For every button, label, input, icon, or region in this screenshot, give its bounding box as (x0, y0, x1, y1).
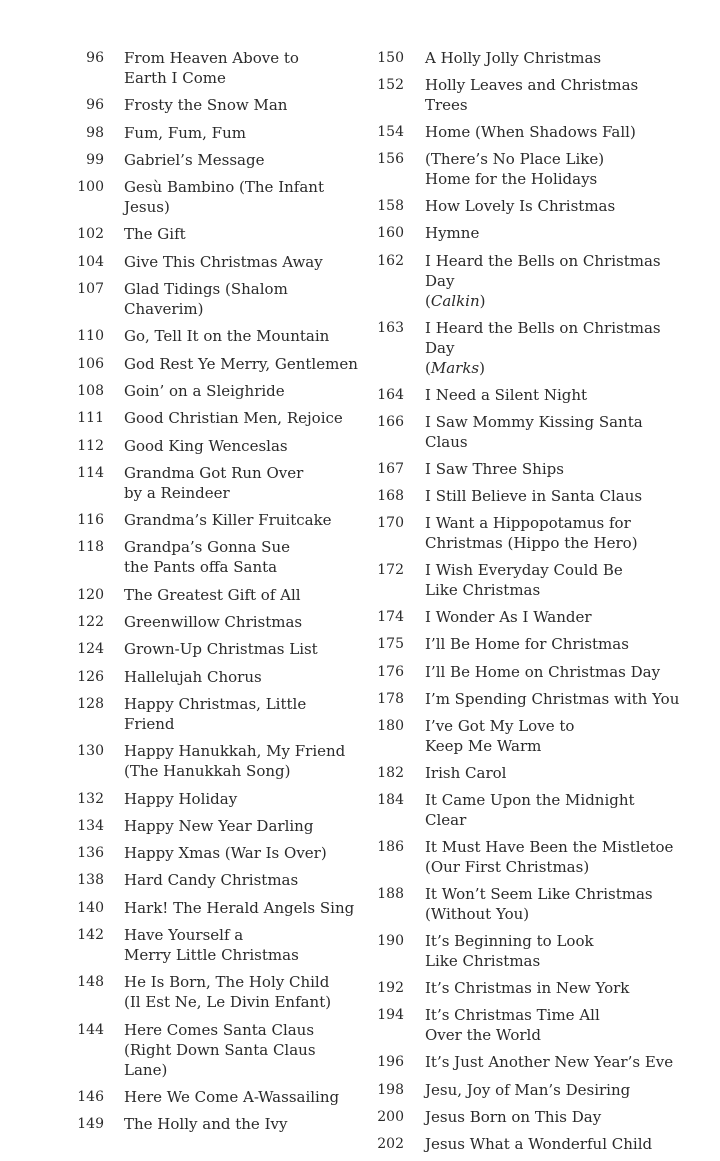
page-number: 192 (377, 980, 404, 997)
song-title-line: I Want a Hippopotamus for (425, 514, 631, 533)
song-title (425, 48, 680, 68)
toc-entry (360, 513, 680, 553)
song-title-line: Hard Candy Christmas (124, 871, 299, 890)
toc-entry (60, 537, 360, 577)
song-title (124, 585, 360, 605)
toc-entry (60, 1020, 360, 1080)
toc-entry (360, 1107, 680, 1127)
song-title (425, 763, 680, 783)
toc-entry (360, 634, 680, 654)
toc-entry (360, 763, 680, 783)
page-number: 100 (77, 179, 104, 196)
song-title-line: Earth I Come (124, 69, 226, 87)
song-title (425, 837, 680, 877)
song-title (124, 612, 360, 632)
song-title-line: (Calkin) (425, 291, 486, 310)
song-title-line: Keep Me Warm (425, 736, 542, 755)
page-number: 172 (377, 562, 404, 579)
song-title-line: Glad Tidings (Shalom Chaverim) (124, 280, 288, 319)
song-title (425, 607, 680, 627)
song-title-line: Over the World (425, 1026, 541, 1045)
page-number: 154 (377, 124, 404, 141)
song-title-line: Fum, Fum, Fum (124, 123, 246, 142)
song-title-line: God Rest Ye Merry, Gentlemen (124, 354, 358, 373)
toc-entry (60, 326, 360, 346)
song-title-line: I’m Spending Christmas with You (425, 689, 680, 708)
song-title (124, 381, 360, 401)
page-number: 126 (77, 668, 104, 685)
song-title (425, 884, 680, 924)
song-title-line: Holly Leaves and Christmas Trees (425, 76, 639, 115)
song-title-line: (Our First Christmas) (425, 857, 590, 876)
page-number: 202 (377, 1135, 404, 1152)
page-number: 176 (377, 663, 404, 680)
song-title-line: (Without You) (425, 905, 530, 924)
song-title-line: Give This Christmas Away (124, 252, 323, 271)
page-number: 184 (377, 791, 404, 808)
song-title (425, 689, 680, 709)
song-title (124, 972, 360, 1012)
song-title-line: It’s Christmas in New York (425, 979, 630, 998)
page-number: 158 (377, 198, 404, 215)
toc-entry (360, 837, 680, 877)
song-title (425, 251, 680, 311)
song-title-line: Home (When Shadows Fall) (425, 123, 636, 142)
song-title (425, 978, 680, 998)
song-title (425, 459, 680, 479)
song-title (124, 843, 360, 863)
song-title-line: Like Christmas (425, 581, 541, 600)
page-number: 102 (77, 226, 104, 243)
song-title (124, 667, 360, 687)
song-title-line: (There’s No Place Like) (425, 150, 605, 169)
page-number: 166 (377, 413, 404, 430)
page-number: 156 (377, 151, 404, 168)
song-title-line: I Saw Mommy Kissing Santa Claus (425, 412, 643, 451)
toc-entry (60, 95, 360, 115)
song-title (425, 1052, 680, 1072)
song-title-line: Jesus What a Wonderful Child (425, 1134, 653, 1153)
toc-entry (360, 196, 680, 216)
song-title-line: I Heard the Bells on Christmas Day (425, 251, 661, 290)
page-number: 120 (77, 586, 104, 603)
song-title (124, 925, 360, 965)
song-title-line: Here We Come A-Wassailing (124, 1087, 340, 1106)
toc-entry (60, 463, 360, 503)
page-number: 152 (377, 77, 404, 94)
song-title-line: Christmas (Hippo the Hero) (425, 534, 638, 553)
song-title-line: Frosty the Snow Man (124, 96, 288, 115)
song-title-line: It’s Christmas Time All (425, 1006, 600, 1025)
composer-name: Marks (430, 358, 480, 377)
song-title-line: Gesù Bambino (The Infant Jesus) (124, 178, 324, 217)
song-title (425, 1134, 680, 1154)
song-title (425, 318, 680, 378)
toc-entry (60, 741, 360, 781)
song-title-line: It’s Beginning to Look (425, 932, 594, 951)
song-title (124, 1087, 360, 1107)
song-title-line: Happy Hanukkah, My Friend (124, 742, 346, 761)
song-title (124, 326, 360, 346)
page-number: 96 (86, 50, 104, 66)
song-title (425, 931, 680, 971)
page-number: 178 (377, 690, 404, 707)
page-number: 99 (86, 151, 104, 168)
page-number: 118 (77, 539, 104, 556)
song-title (124, 639, 360, 659)
page-number: 164 (377, 386, 404, 403)
toc-entry (360, 1005, 680, 1045)
page-number: 167 (377, 460, 404, 477)
page-number: 110 (77, 328, 104, 345)
page-number: 138 (77, 872, 104, 889)
toc-entry (60, 612, 360, 632)
toc-entry (60, 279, 360, 319)
song-title-line: Grandma Got Run Over (124, 463, 304, 482)
toc-entry (60, 354, 360, 374)
song-title (425, 196, 680, 216)
song-title-line: I Still Believe in Santa Claus (425, 487, 643, 506)
page-number: 106 (77, 355, 104, 372)
toc-entry (360, 716, 680, 756)
song-title-line: Grandpa’s Gonna Sue (124, 538, 290, 557)
song-title-line: The Gift (124, 225, 186, 244)
page-number: 111 (77, 410, 104, 427)
toc-entry (60, 639, 360, 659)
toc-left-column (60, 48, 360, 1142)
song-title (124, 177, 360, 217)
page-number: 112 (77, 437, 104, 454)
page-number: 136 (77, 845, 104, 862)
page-number: 188 (377, 886, 404, 903)
song-title-line: Happy Christmas, Little Friend (124, 694, 307, 733)
toc-entry (360, 1134, 680, 1154)
song-title-line: (Right Down Santa Claus Lane) (124, 1040, 316, 1079)
song-title (425, 412, 680, 452)
song-title-line: It’s Just Another New Year’s Eve (425, 1053, 674, 1072)
song-title (124, 1114, 360, 1134)
song-title-line: Grandma’s Killer Fruitcake (124, 511, 332, 530)
page-number: 163 (377, 319, 404, 336)
toc-entry (60, 843, 360, 863)
page-number: 160 (377, 225, 404, 242)
song-title (124, 789, 360, 809)
song-title-line: It Won’t Seem Like Christmas (425, 885, 653, 904)
song-title (124, 463, 360, 503)
page-number: 175 (377, 636, 404, 653)
song-title (124, 436, 360, 456)
song-title (425, 634, 680, 654)
toc-entry (60, 816, 360, 836)
toc-entry (60, 381, 360, 401)
page-number: 104 (77, 253, 104, 270)
toc-entry (360, 790, 680, 830)
song-title (124, 150, 360, 170)
song-title (124, 1020, 360, 1080)
song-title-line: Good Christian Men, Rejoice (124, 409, 343, 428)
song-title-line: Go, Tell It on the Mountain (124, 327, 330, 346)
toc-entry (60, 252, 360, 272)
page-number: 114 (77, 464, 104, 481)
toc-entry (360, 48, 680, 68)
song-title (124, 537, 360, 577)
toc-entry (360, 560, 680, 600)
toc-entry (60, 408, 360, 428)
toc-entry (60, 972, 360, 1012)
page-number: 142 (77, 927, 104, 944)
song-title-line: Hymne (425, 224, 480, 243)
toc-entry (60, 898, 360, 918)
toc-entry (60, 150, 360, 170)
song-title-line: I Heard the Bells on Christmas Day (425, 318, 661, 357)
song-title (425, 122, 680, 142)
song-title-line: He Is Born, The Holy Child (124, 973, 330, 992)
toc-entry (360, 75, 680, 115)
page-number: 130 (77, 743, 104, 760)
song-title (425, 662, 680, 682)
song-title-line: I’ll Be Home on Christmas Day (425, 662, 661, 681)
song-title (124, 898, 360, 918)
toc-entry (60, 667, 360, 687)
song-title (425, 560, 680, 600)
page-number: 180 (377, 717, 404, 734)
page-number: 186 (377, 838, 404, 855)
song-title-line: Irish Carol (425, 763, 507, 782)
song-title-line: Hallelujah Chorus (124, 667, 262, 686)
page-number: 122 (77, 614, 104, 631)
song-title (425, 223, 680, 243)
toc-entry (60, 925, 360, 965)
song-title (425, 513, 680, 553)
song-title-line: Good King Wenceslas (124, 436, 288, 455)
song-title (425, 486, 680, 506)
song-title-line: Merry Little Christmas (124, 946, 299, 965)
page-number: 128 (77, 695, 104, 712)
song-title-line: Hark! The Herald Angels Sing (124, 898, 355, 917)
song-title-line: Happy Xmas (War Is Over) (124, 844, 327, 863)
song-title (124, 123, 360, 143)
toc-entry (360, 486, 680, 506)
song-title (425, 1107, 680, 1127)
toc-entry (60, 1087, 360, 1107)
page-number: 149 (77, 1116, 104, 1133)
page-number: 132 (77, 790, 104, 807)
song-title-line: (Il Est Ne, Le Divin Enfant) (124, 993, 332, 1012)
toc-entry (60, 224, 360, 244)
song-title-line: Greenwillow Christmas (124, 613, 303, 632)
song-title-line: The Greatest Gift of All (124, 585, 301, 604)
page-number: 198 (377, 1081, 404, 1098)
page-number: 174 (377, 609, 404, 626)
toc-entry (360, 251, 680, 311)
song-title (124, 408, 360, 428)
song-title (425, 1005, 680, 1045)
page-number: 148 (77, 974, 104, 991)
song-title-line: How Lovely Is Christmas (425, 197, 616, 216)
toc-entry (60, 48, 360, 88)
song-title-line: I Wish Everyday Could Be (425, 561, 623, 580)
song-title (124, 48, 360, 88)
toc-entry (360, 223, 680, 243)
page-number: 190 (377, 933, 404, 950)
toc-entry (360, 412, 680, 452)
song-title (425, 75, 680, 115)
page-number: 134 (77, 817, 104, 834)
page-number: 144 (77, 1021, 104, 1038)
toc-entry (360, 318, 680, 378)
song-title-line: The Holly and the Ivy (124, 1115, 288, 1134)
song-title-line: Have Yourself a (124, 926, 244, 945)
composer-name: Calkin (430, 291, 480, 310)
toc-right-column (360, 48, 680, 1161)
song-title-line: Happy New Year Darling (124, 816, 314, 835)
toc-entry (360, 149, 680, 189)
toc-entry (60, 177, 360, 217)
song-title-line: Happy Holiday (124, 789, 238, 808)
song-title (124, 354, 360, 374)
page-number: 194 (377, 1007, 404, 1024)
song-title-line: Jesus Born on This Day (425, 1107, 602, 1126)
toc-entry (60, 510, 360, 530)
toc-entry (60, 694, 360, 734)
page-number: 108 (77, 382, 104, 399)
toc-entry (360, 607, 680, 627)
song-title-line: A Holly Jolly Christmas (425, 49, 602, 67)
song-title-line: Grown-Up Christmas List (124, 640, 318, 659)
song-title (124, 279, 360, 319)
song-title-line: It Must Have Been the Mistletoe (425, 837, 674, 856)
song-title (425, 1080, 680, 1100)
song-title-line: Goin’ on a Sleighride (124, 381, 285, 400)
page-number: 162 (377, 252, 404, 269)
page-number: 146 (77, 1088, 104, 1105)
page-number: 98 (86, 124, 104, 141)
toc-entry (360, 1080, 680, 1100)
song-title-line: the Pants offa Santa (124, 558, 278, 577)
toc-entry (360, 1052, 680, 1072)
song-title (425, 149, 680, 189)
song-title (124, 741, 360, 781)
song-title-line: Home for the Holidays (425, 170, 598, 189)
song-title-line: It Came Upon the Midnight Clear (425, 790, 635, 829)
page-number: 168 (377, 488, 404, 505)
song-title-line: (The Hanukkah Song) (124, 762, 291, 781)
song-title (124, 95, 360, 115)
song-title (425, 790, 680, 830)
toc-entry (360, 884, 680, 924)
song-title (124, 252, 360, 272)
song-title (124, 816, 360, 836)
page-number: 200 (377, 1108, 404, 1125)
page-number: 196 (377, 1054, 404, 1071)
page-number: 182 (377, 764, 404, 781)
page-number: 116 (77, 512, 104, 529)
page-number: 96 (86, 97, 104, 114)
toc-entry (360, 459, 680, 479)
toc-entry (60, 436, 360, 456)
toc-entry (360, 931, 680, 971)
song-title (425, 716, 680, 756)
song-title-line: Here Comes Santa Claus (124, 1020, 315, 1039)
toc-entry (360, 122, 680, 142)
song-title (124, 510, 360, 530)
song-title (425, 385, 680, 405)
toc-entry (60, 585, 360, 605)
toc-entry (360, 385, 680, 405)
song-title-line: Gabriel’s Message (124, 150, 265, 169)
toc-entry (360, 689, 680, 709)
song-title-line: I’ve Got My Love to (425, 716, 575, 735)
toc-entry (360, 978, 680, 998)
song-title-line: Like Christmas (425, 952, 541, 971)
song-title-line: Jesu, Joy of Man’s Desiring (425, 1080, 631, 1099)
page-number: 150 (377, 50, 404, 66)
toc-entry (60, 123, 360, 143)
song-title-line: (Marks) (425, 358, 485, 377)
song-title-line: I Wonder As I Wander (425, 608, 592, 627)
song-title-line: I Need a Silent Night (425, 385, 588, 404)
song-title-line: I Saw Three Ships (425, 459, 564, 478)
song-title (124, 224, 360, 244)
page-number: 170 (377, 515, 404, 532)
page-number: 140 (77, 899, 104, 916)
toc-entry (60, 1114, 360, 1134)
toc-entry (60, 789, 360, 809)
song-title-line: by a Reindeer (124, 483, 230, 502)
page-number: 124 (77, 641, 104, 658)
toc-entry (60, 870, 360, 890)
song-title (124, 694, 360, 734)
song-title-line: From Heaven Above to (124, 49, 299, 67)
page-number: 107 (77, 281, 104, 298)
song-title-line: I’ll Be Home for Christmas (425, 635, 629, 654)
toc-entry (360, 662, 680, 682)
song-title (124, 870, 360, 890)
